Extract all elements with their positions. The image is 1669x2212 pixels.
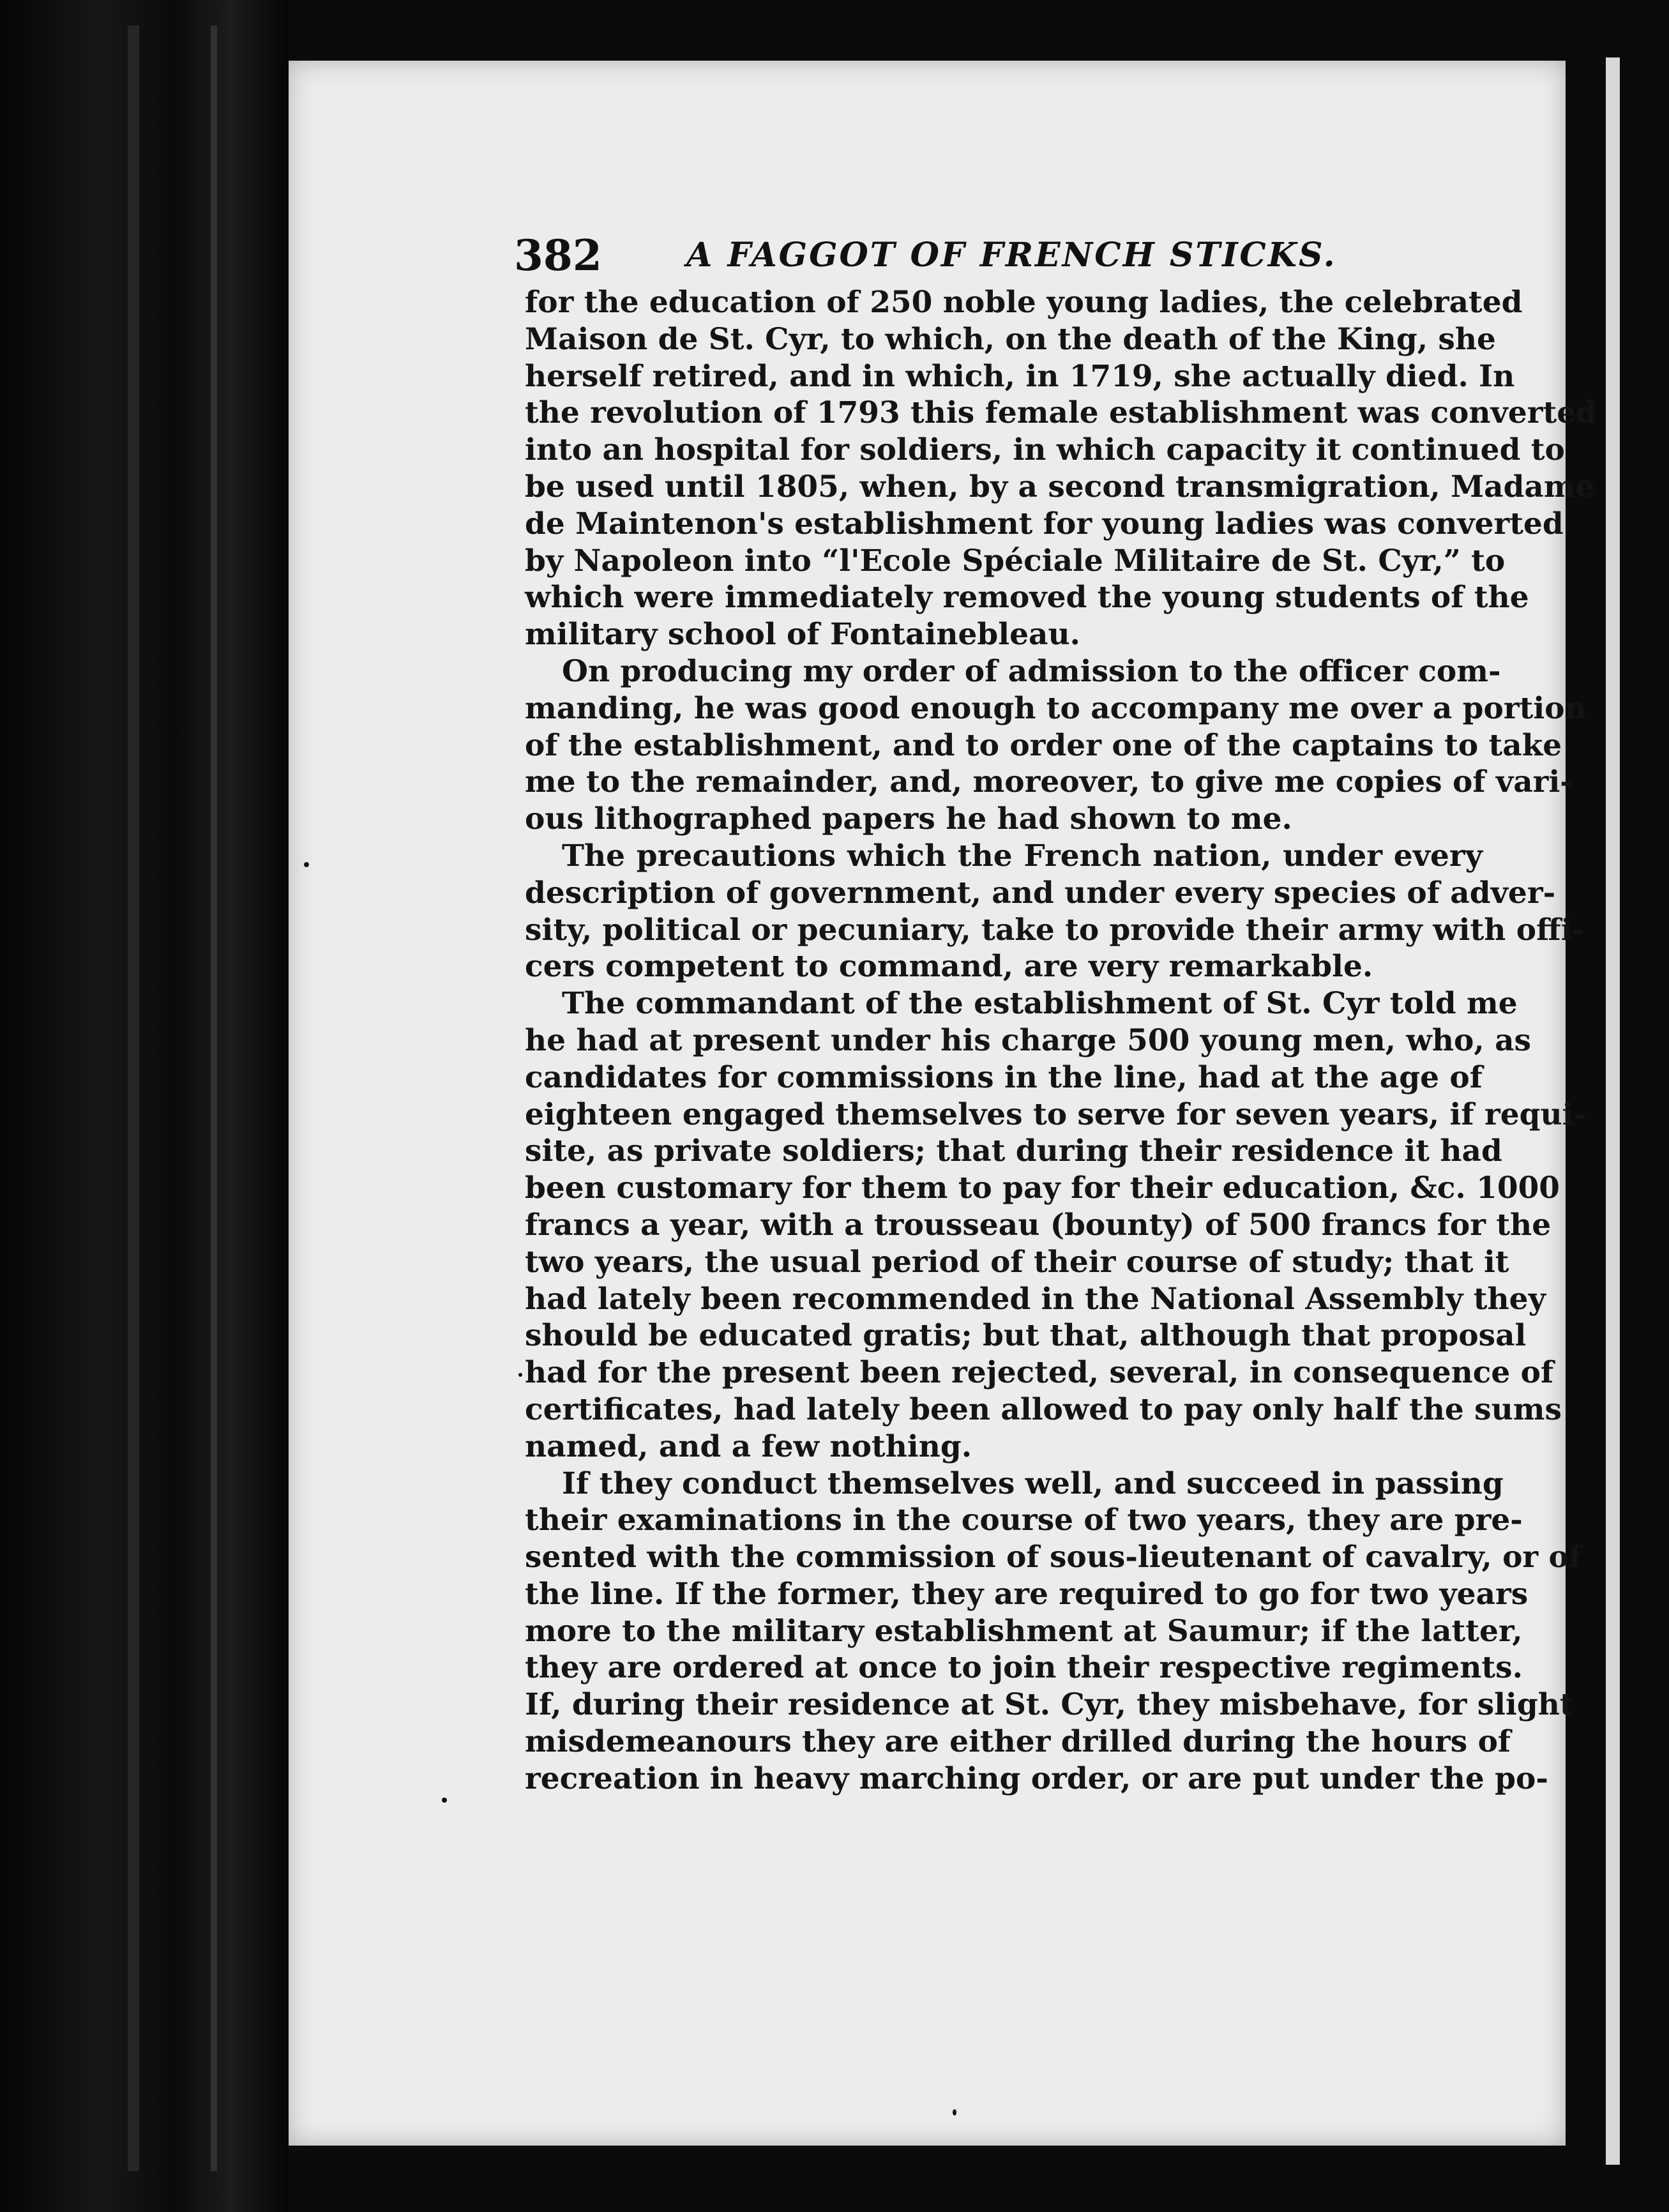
text-line: into an hospital for soldiers, in which capacity it continued to <box>525 432 1565 468</box>
print-speck <box>518 1373 522 1377</box>
binding-stripe <box>211 26 217 2171</box>
text-line: ous lithographed papers he had shown to me. <box>525 801 1292 837</box>
text-line: had lately been recommended in the National Assembly they <box>525 1281 1546 1317</box>
text-line: of the establishment, and to order one of the captains to take <box>525 727 1562 763</box>
text-line: Maison de St. Cyr, to which, on the death of the King, she <box>525 321 1496 357</box>
text-line: de Maintenon's establishment for young ladies was converted <box>525 506 1564 542</box>
text-line: On producing my order of admission to the officer com- <box>562 653 1501 689</box>
text-line: herself retired, and in which, in 1719, she actually died. In <box>525 358 1515 394</box>
text-line: the revolution of 1793 this female establishment was converted <box>525 395 1597 431</box>
text-line: recreation in heavy marching order, or are put under the po- <box>525 1761 1548 1796</box>
text-line: sented with the commission of sous-lieutenant of cavalry, or of <box>525 1540 1582 1575</box>
book-page <box>289 61 1597 2146</box>
text-line: military school of Fontainebleau. <box>525 617 1081 653</box>
text-line: If they conduct themselves well, and succeed in passing <box>562 1466 1504 1501</box>
print-speck <box>304 862 309 867</box>
text-line: misdemeanours they are either drilled during the hours of <box>525 1724 1511 1760</box>
text-line: the line. If the former, they are required to go for two years <box>525 1576 1529 1612</box>
print-speck <box>953 2109 956 2116</box>
text-line: named, and a few nothing. <box>525 1428 972 1464</box>
page-header <box>514 223 1523 287</box>
text-line: francs a year, with a trousseau (bounty) of 500 francs for the <box>525 1207 1552 1243</box>
text-line: The precautions which the French nation, under every <box>562 838 1483 874</box>
print-speck <box>442 1798 447 1803</box>
text-line: by Napoleon into “l'Ecole Spéciale Militaire de St. Cyr,” to <box>525 543 1506 579</box>
text-line: more to the military establishment at Saumur; if the latter, <box>525 1613 1523 1649</box>
text-line: certificates, had lately been allowed to pay only half the sums <box>525 1391 1562 1427</box>
text-line: been customary for them to pay for their education, &c. 1000 <box>525 1170 1560 1206</box>
binding-stripe <box>128 26 139 2171</box>
text-line: site, as private soldiers; that during their residence it had <box>525 1133 1502 1169</box>
adjacent-page-strip <box>1606 57 1620 2165</box>
book-binding-left <box>0 0 289 2212</box>
text-line: eighteen engaged themselves to serve for seven years, if requi- <box>525 1096 1587 1132</box>
text-line: had for the present been rejected, several, in consequence of <box>525 1355 1554 1391</box>
text-line: their examinations in the course of two years, they are pre- <box>525 1503 1523 1538</box>
text-line: If, during their residence at St. Cyr, they misbehave, for slight <box>525 1687 1574 1723</box>
text-line: be used until 1805, when, by a second transmigration, Madame <box>525 469 1595 504</box>
text-line: two years, the usual period of their course of study; that it <box>525 1244 1509 1280</box>
text-line: should be educated gratis; but that, although that proposal <box>525 1318 1527 1354</box>
text-line: they are ordered at once to join their respective regiments. <box>525 1650 1523 1686</box>
text-line: manding, he was good enough to accompany me over a portion <box>525 690 1587 726</box>
text-line: sity, political or pecuniary, take to provide their army with offi- <box>525 912 1585 948</box>
text-line: cers competent to command, are very remarkable. <box>525 949 1373 985</box>
text-line: candidates for commissions in the line, had at the age of <box>525 1059 1483 1095</box>
text-line: he had at present under his charge 500 young men, who, as <box>525 1022 1532 1058</box>
text-line: which were immediately removed the young students of the <box>525 580 1529 616</box>
body-text <box>525 284 1597 1798</box>
text-line: me to the remainder, and, moreover, to give me copies of vari- <box>525 764 1573 800</box>
text-line: for the education of 250 noble young ladies, the celebrated <box>525 285 1523 320</box>
text-line: description of government, and under every species of adver- <box>525 875 1556 911</box>
running-head: A FAGGOT OF FRENCH STICKS. <box>686 236 1337 275</box>
page-number: 382 <box>514 231 602 280</box>
text-line: The commandant of the establishment of St. Cyr told me <box>562 986 1518 1022</box>
